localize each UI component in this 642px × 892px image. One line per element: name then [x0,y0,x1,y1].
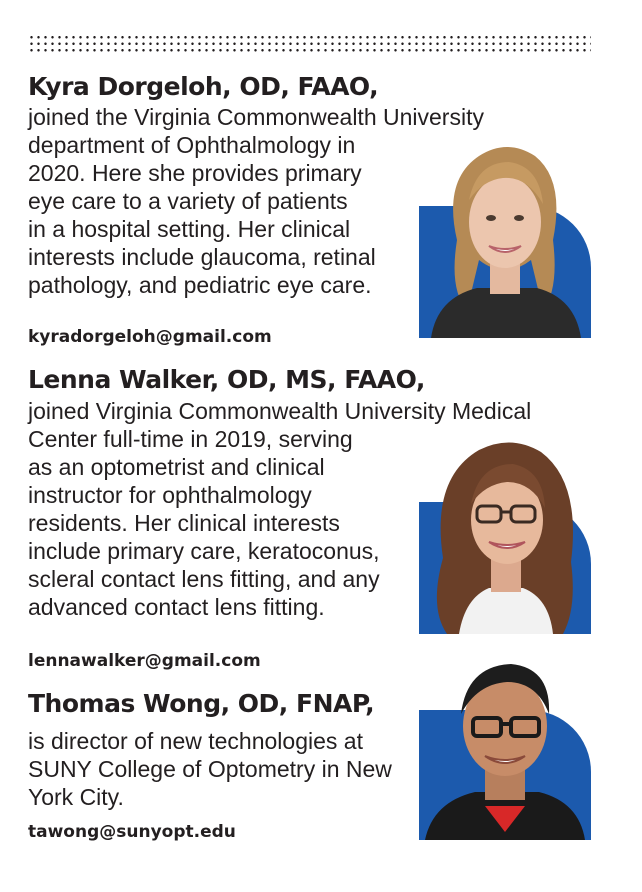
bio-line: 2020. Here she provides primary [28,160,362,186]
bio-line: interests include glaucoma, retinal [28,244,376,270]
profile-photo [419,438,591,634]
bio-line: residents. Her clinical interests [28,510,340,536]
bio-line: include primary care, keratoconus, [28,538,380,564]
profile-photo [419,140,591,338]
bio-line: joined Virginia Commonwealth University Medical [28,398,532,424]
bio-line: eye care to a variety of patients [28,188,348,214]
bio-line: department of Ophthalmology in [28,132,356,158]
bio-line: Center full-time in 2019, serving [28,426,353,452]
bio-line: pathology, and pediatric eye care. [28,272,372,298]
bio-line: SUNY College of Optometry in New [28,756,392,782]
dotted-divider [28,34,591,53]
bio-line: is director of new technologies at [28,728,363,754]
bio-line: instructor for ophthalmology [28,482,312,508]
email-link[interactable]: tawong@sunyopt.edu [28,822,236,842]
bio-line: joined the Virginia Commonwealth University [28,104,484,130]
profile-name: Lenna Walker, OD, MS, FAAO, [28,365,425,394]
bio-line: in a hospital setting. Her clinical [28,216,351,242]
bio-line: advanced contact lens fitting. [28,594,325,620]
email-link[interactable]: kyradorgeloh@gmail.com [28,327,272,347]
profile-bio [28,103,484,299]
bio-line: scleral contact lens fitting, and any [28,566,380,592]
profile-name: Thomas Wong, OD, FNAP, [28,689,375,718]
profile-name: Kyra Dorgeloh, OD, FAAO, [28,72,379,101]
bio-line: as an optometrist and clinical [28,454,325,480]
email-link[interactable]: lennawalker@gmail.com [28,651,261,671]
profile-photo [419,656,591,840]
profile-bio [28,727,392,811]
bio-line: York City. [28,784,124,810]
